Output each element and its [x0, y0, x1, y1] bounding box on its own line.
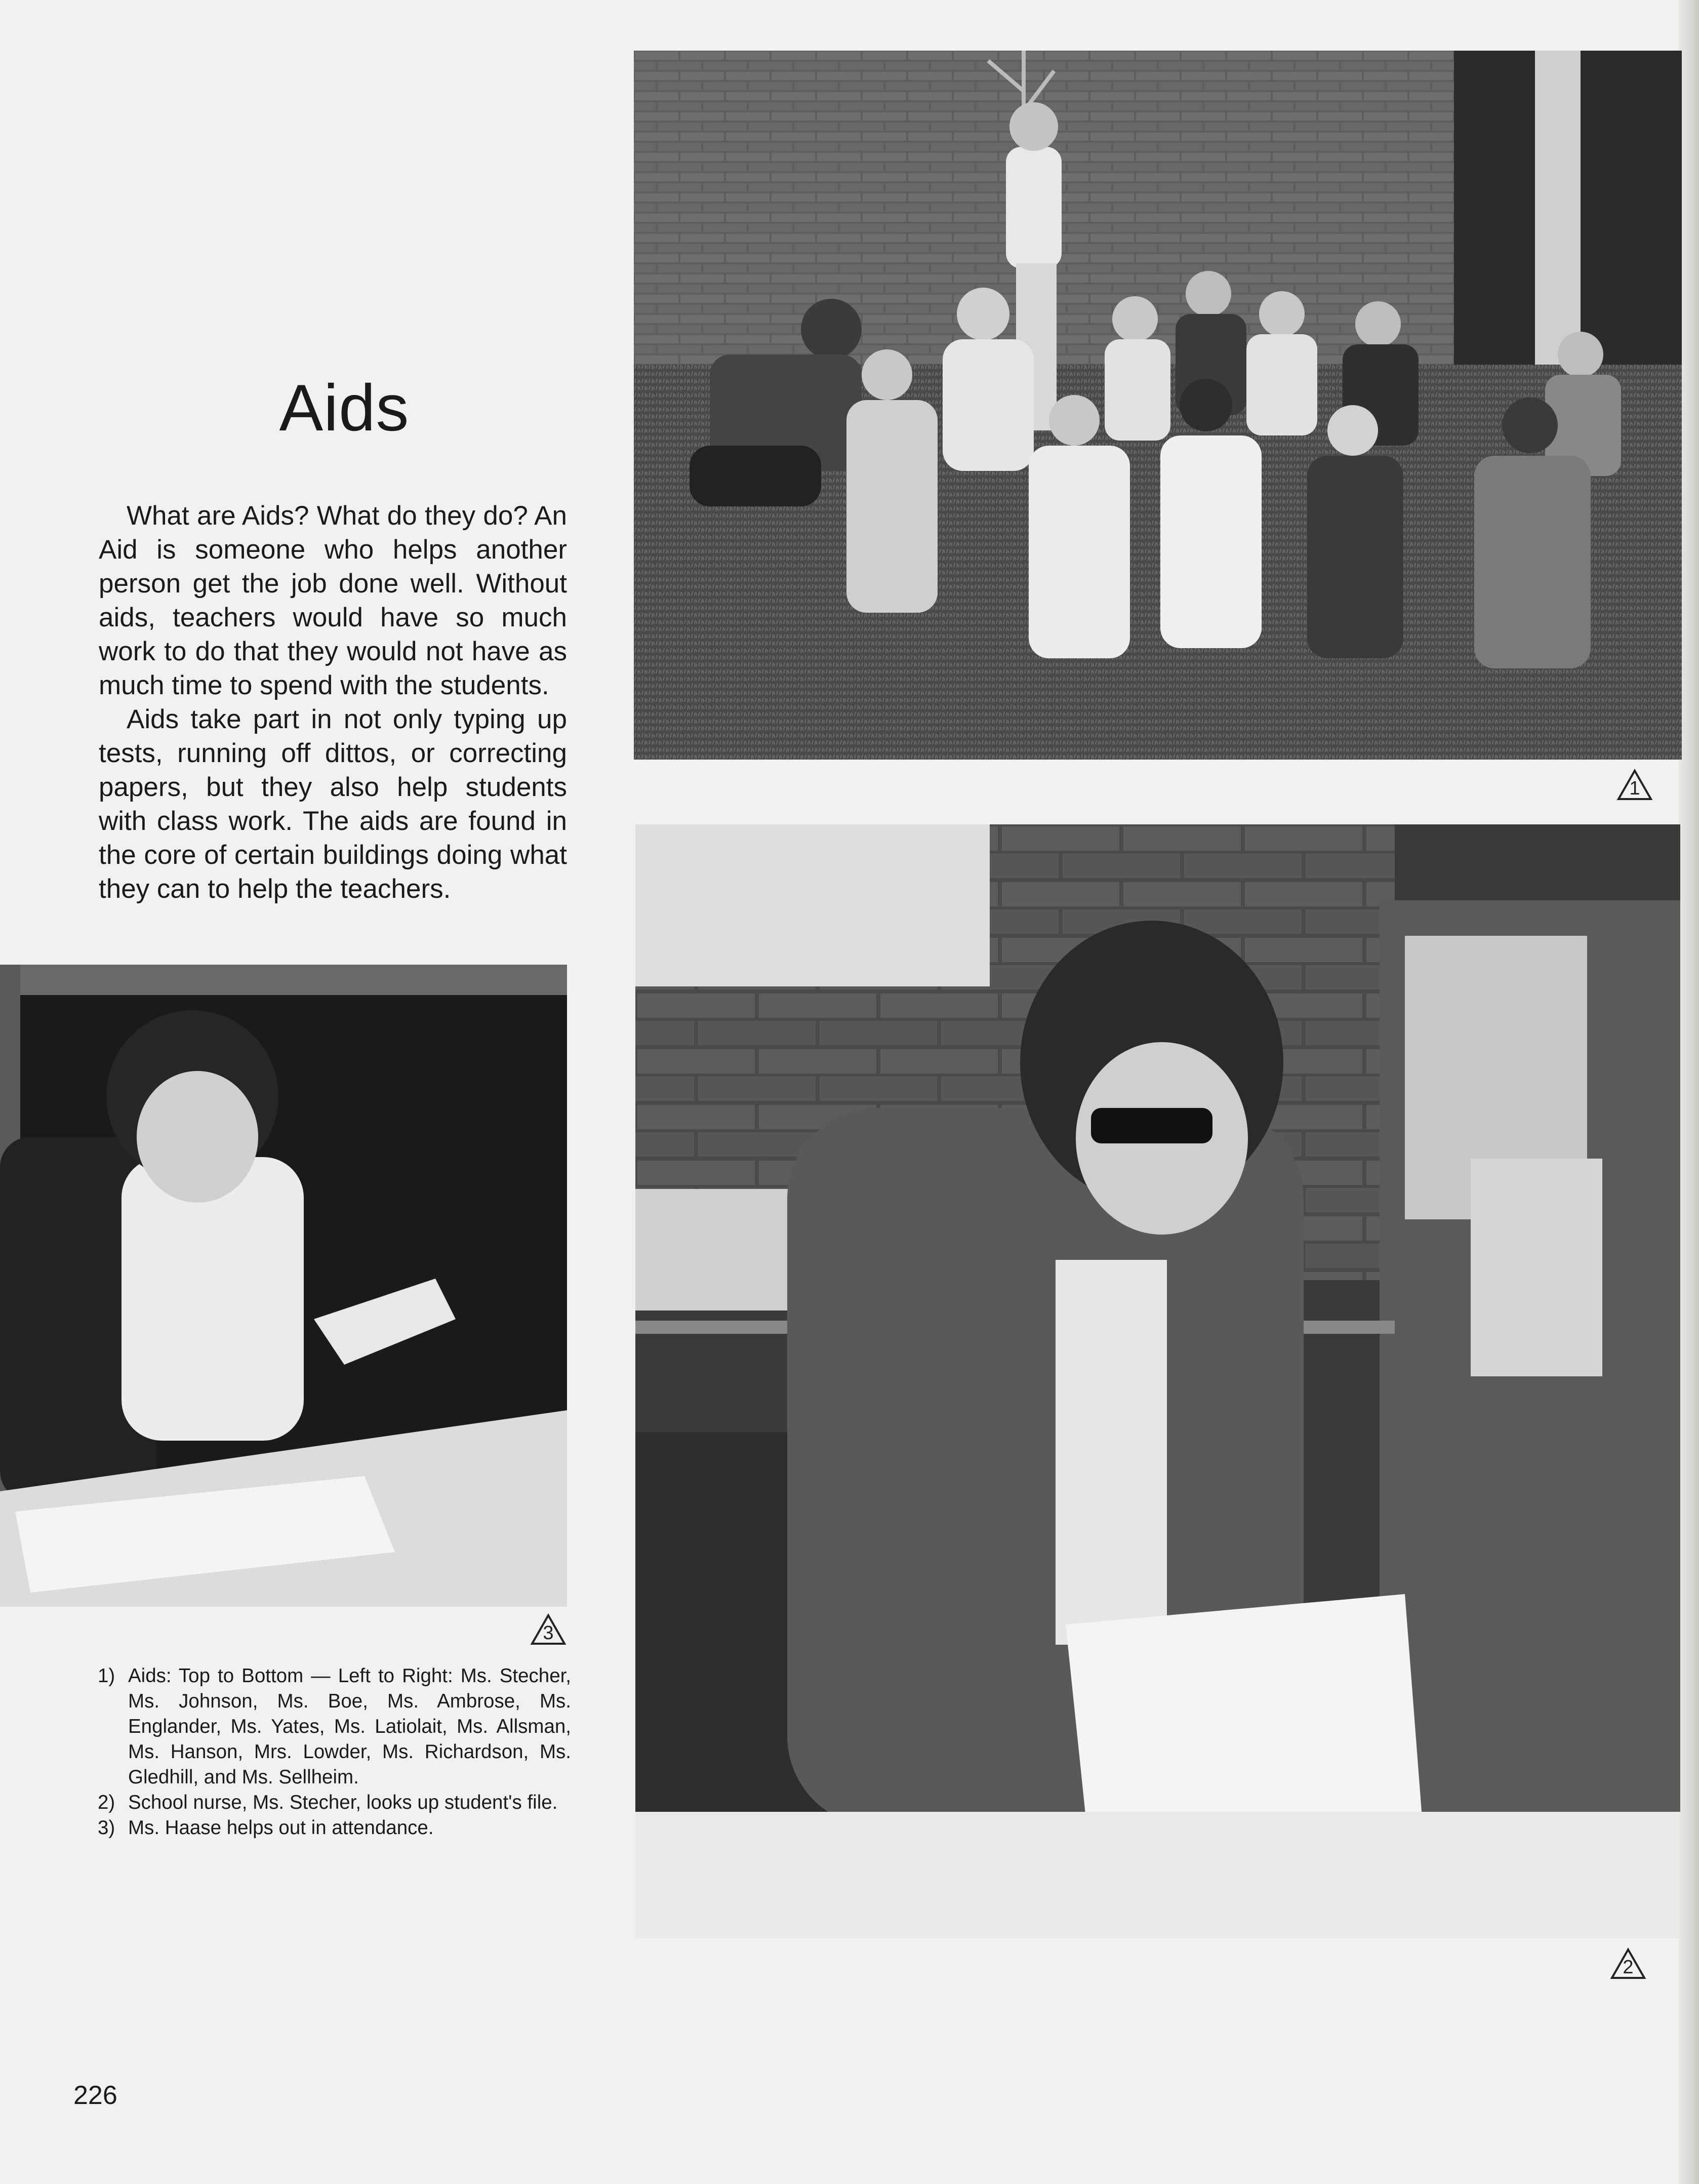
page-title: Aids	[279, 371, 410, 445]
page-number: 226	[73, 2081, 117, 2110]
caption-1	[98, 1663, 571, 1790]
caption-2	[98, 1790, 571, 1815]
intro-paragraph-1: What are Aids? What do they do? An Aid is someone who helps another person get the job done well. Without aids, teachers would have so much work to do that they would not have as much time to spend with the students.	[99, 501, 567, 700]
caption-text: Aids: Top to Bottom — Left to Right: Ms. Stecher, Ms. Johnson, Ms. Boe, Ms. Ambrose, Ms. Englander, Ms. Yates, Ms. Latiolait, Ms. Allsman, Ms. Hanson, Mrs. Lowder, Ms. Richardson, Ms. Gledhill, and Ms. Sellheim.	[128, 1665, 571, 1788]
photo-marker-1: 1	[1616, 769, 1653, 801]
attendance-photo	[0, 965, 567, 1607]
photo-captions	[98, 1663, 571, 1841]
caption-number: 2)	[98, 1792, 115, 1813]
intro-text	[99, 499, 567, 906]
intro-paragraph-2: Aids take part in not only typing up tests, running off dittos, or correcting papers, but they also help students with class work. The aids are found in the core of certain buildings doing what they can to help the teachers.	[99, 704, 567, 904]
caption-text: Ms. Haase helps out in attendance.	[128, 1817, 434, 1839]
group-photo	[634, 51, 1682, 760]
photo-marker-2: 2	[1610, 1948, 1646, 1980]
photo-marker-3: 3	[530, 1613, 567, 1646]
caption-3	[98, 1815, 571, 1841]
caption-number: 3)	[98, 1817, 115, 1839]
caption-text: School nurse, Ms. Stecher, looks up student's file.	[128, 1792, 558, 1813]
nurse-photo	[635, 824, 1680, 1938]
caption-number: 1)	[98, 1665, 115, 1687]
page-edge	[1679, 0, 1699, 2184]
